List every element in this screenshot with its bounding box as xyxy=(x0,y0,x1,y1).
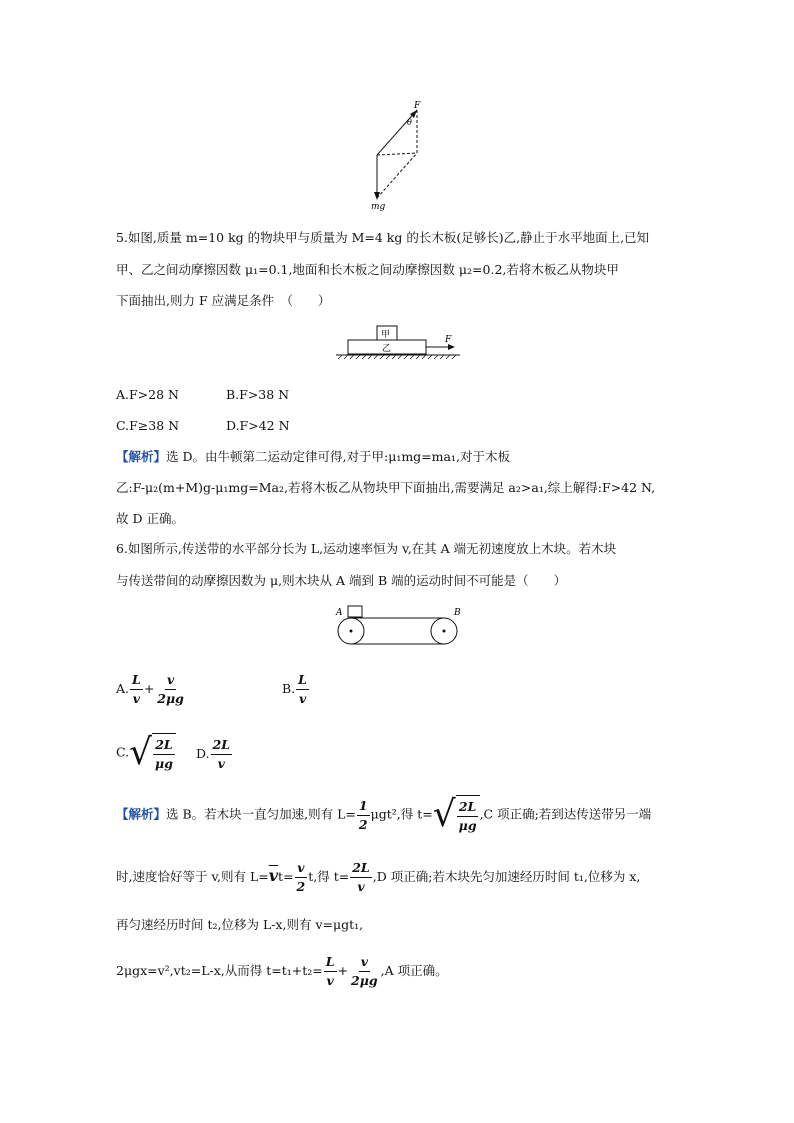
q6-solution-line2: 时,速度恰好等于 v,则有 $L=\overline{v}t=$ $\frac{v}{2}$ t,得 t= $\frac{2L}{v}$ ,D 项正确;若木块先匀加速经历时间 t₁,位移为 x, xyxy=(116,860,641,894)
q5-option-c: C.F≥38 N xyxy=(116,418,180,433)
q6-option-b xyxy=(282,671,310,708)
force-diagram xyxy=(360,98,430,218)
q6-solution-line4: 2μgx=v²,vt₂=L-x,从而得 t=t₁+t₂= $\frac{L}{v}$ + $\frac{v}{2\mu g}$ ,A 项正确。 xyxy=(116,954,448,988)
sqrt-2L-over-mug: √ $\frac{2L}{\mu g}$ xyxy=(129,733,176,773)
label-yi: 乙 xyxy=(382,344,392,354)
q5-solution-line1 xyxy=(116,449,510,465)
q5-option-d: D.F>42 N xyxy=(226,418,290,433)
frac-L-over-v-b: $\frac{L}{v}$ xyxy=(298,672,307,706)
q6-solution-line1: 【解析】选 B。若木块一直匀加速,则有 L= $\frac{1}{2}$ μgt²,得 t= √ $\frac{2L}{\mu g}$ ,C 项正确;若到达传送带另一端 xyxy=(116,794,652,835)
q6-option-a: A. $\frac{L}{v}$ + $\frac{v}{2\mu g}$ xyxy=(116,672,184,706)
analysis-tag: 【解析】 xyxy=(116,449,167,464)
label-B: B xyxy=(454,608,461,618)
q6-option-a-label: A. xyxy=(116,681,130,696)
q5-option-a: A.F>28 N xyxy=(116,387,179,402)
q6-option-c-label: C. xyxy=(116,744,130,760)
conveyor-diagram xyxy=(330,602,470,648)
label-F: F xyxy=(414,101,421,111)
v-bar: $\overline{v}$ xyxy=(268,866,279,885)
label-jia: 甲 xyxy=(381,330,391,340)
q6-solution-line3: 再匀速经历时间 t₂,位移为 L-x,则有 v=μgt₁, xyxy=(116,917,364,932)
label-mg: mg xyxy=(371,202,386,212)
analysis-tag-6: 【解析】 xyxy=(116,806,167,822)
label-A: A xyxy=(336,608,343,618)
q5-solution-line3: 故 D 正确。 xyxy=(116,511,184,526)
frac-v-over-2mug: $\frac{v}{2\mu g}$ xyxy=(157,672,184,706)
q5-line1: 5.如图,质量 m=10 kg 的物块甲与质量为 M=4 kg 的长木板(足够长)乙,静止于水平地面上,已知 xyxy=(116,230,650,245)
q5-solution-line2: 乙:F-μ₂(m+M)g-μ₁mg=Ma₂,若将木板乙从物块甲下面抽出,需要满足 a₂>a₁,综上解得:F>42 N, xyxy=(116,480,656,495)
label-F5: F xyxy=(445,335,452,345)
label-theta: θ xyxy=(407,118,412,127)
q6-option-d xyxy=(196,736,233,773)
q6-option-b-label: B. xyxy=(282,681,296,696)
q5-line3: 下面抽出,则力 F 应满足条件 （ ） xyxy=(116,293,331,308)
frac-L-over-v: $\frac{L}{v}$ xyxy=(132,672,141,706)
q6-option-d-label: D. xyxy=(196,746,210,761)
q5-sol1-text: 选 D。由牛顿第二运动定律可得,对于甲:μ₁mg=ma₁,对于木板 xyxy=(166,449,510,464)
q6-option-c xyxy=(116,733,176,773)
q5-option-b: B.F>38 N xyxy=(226,387,290,402)
q5-line2: 甲、乙之间动摩擦因数 μ₁=0.1,地面和长木板之间动摩擦因数 μ₂=0.2,若将木板乙从物块甲 xyxy=(116,262,619,277)
q6-line1: 6.如图所示,传送带的水平部分长为 L,运动速率恒为 v,在其 A 端无初速度放上木块。若木块 xyxy=(116,541,617,556)
block-board-diagram xyxy=(333,322,463,366)
q6-line2: 与传送带间的动摩擦因数为 μ,则木块从 A 端到 B 端的运动时间不可能是（ ） xyxy=(116,573,567,588)
frac-2L-over-v: $\frac{2L}{v}$ xyxy=(212,737,231,771)
